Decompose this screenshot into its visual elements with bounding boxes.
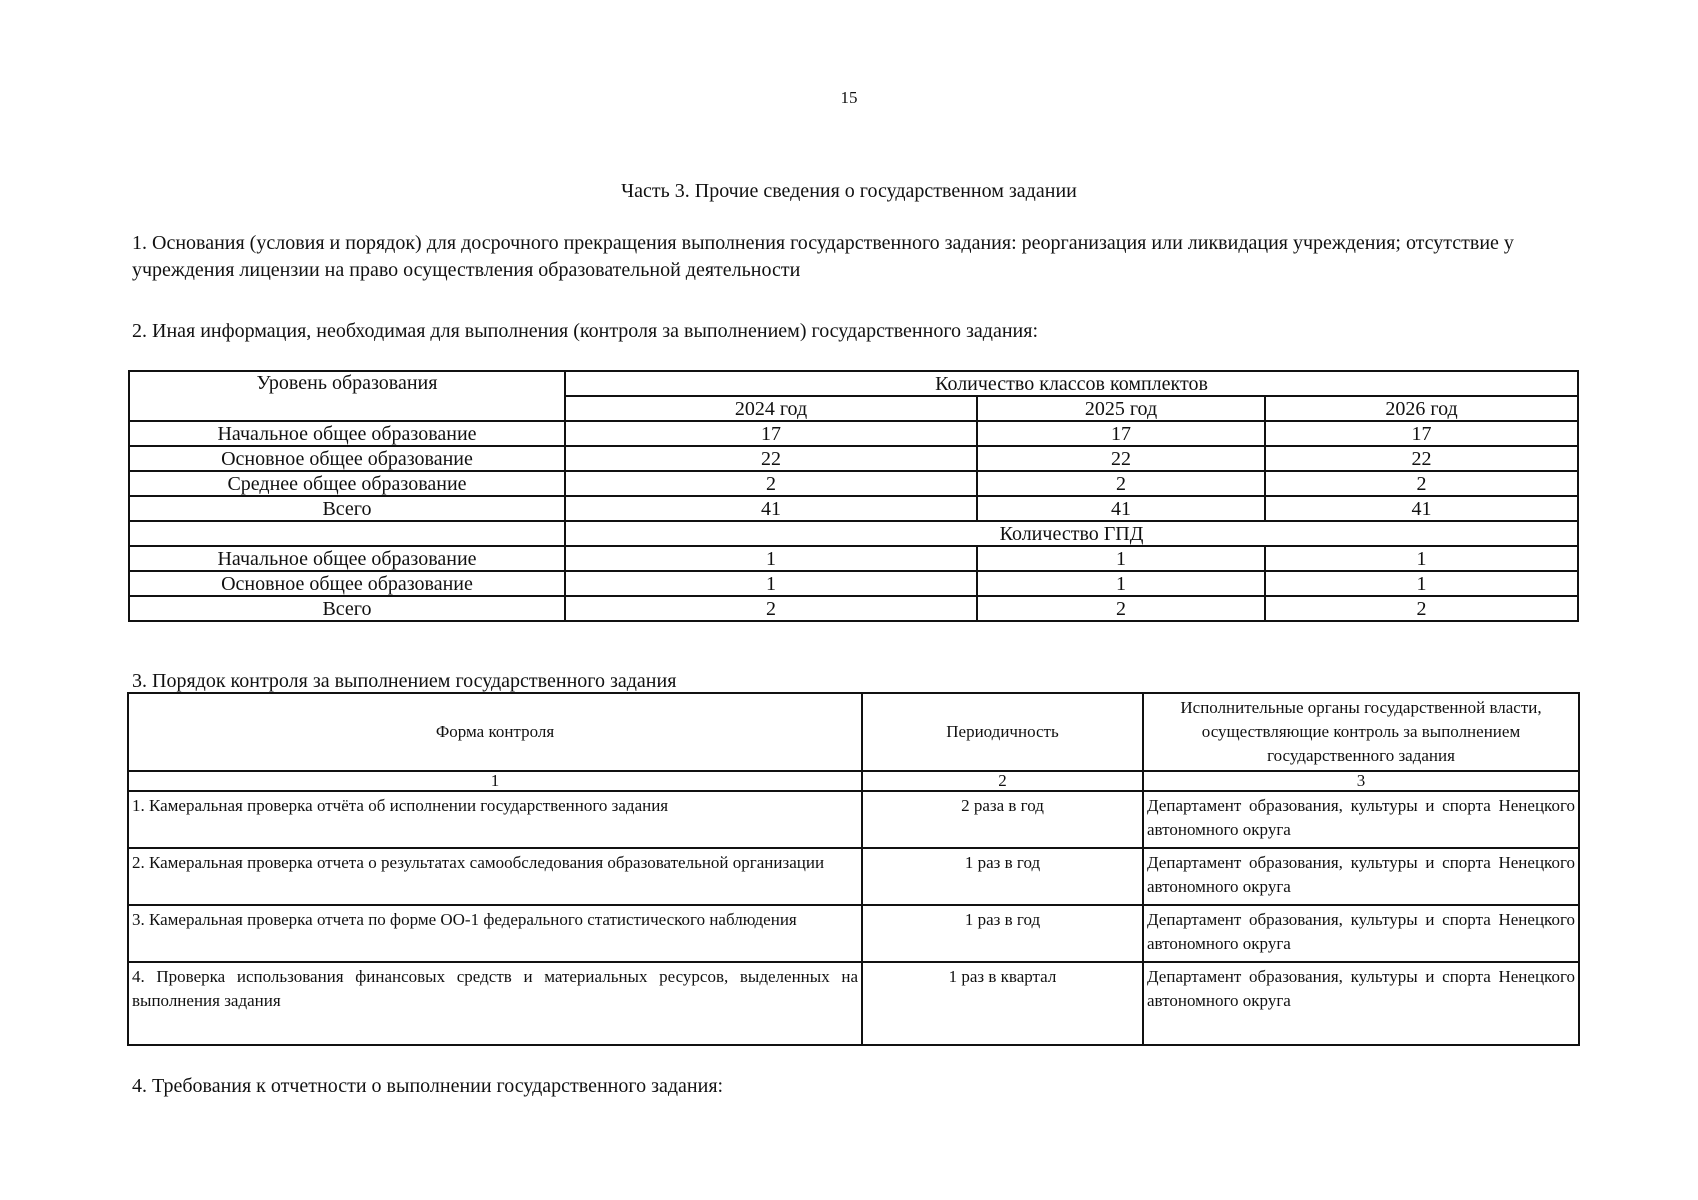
cell-value: 41 [1265,496,1578,521]
period-header: Периодичность [862,693,1143,771]
row-label: Начальное общее образование [129,546,565,571]
control-authority: Департамент образования, культуры и спорта Ненецкого автономного округа [1143,962,1579,1045]
row-label: Начальное общее образование [129,421,565,446]
table-row [128,962,1579,1045]
level-header: Уровень образования [129,371,565,421]
row-label: Основное общее образование [129,446,565,471]
table-row [129,496,1578,521]
row-label: Всего [129,596,565,621]
page-number: 15 [840,88,858,107]
table-row [128,848,1579,905]
column-number: 3 [1143,771,1579,791]
cell-value: 41 [977,496,1265,521]
control-period: 2 раза в год [862,791,1143,848]
row-label: Основное общее образование [129,571,565,596]
empty-cell [129,521,565,546]
control-table [127,692,1580,1046]
class-count-table [128,370,1579,622]
table-row [128,905,1579,962]
year-header: 2024 год [565,396,977,421]
section-1-text: 1. Основания (условия и порядок) для досрочного прекращения выполнения государственного задания: реорганизация или ликвидация учреждения; отсутствие у учреждения лицензии на право осуществления образовательной деятельности [132,232,1514,281]
cell-value: 22 [565,446,977,471]
cell-value: 17 [977,421,1265,446]
row-label: Всего [129,496,565,521]
table-row [129,596,1578,621]
section-2-text: 2. Иная информация, необходимая для выполнения (контроля за выполнением) государственного задания: [132,320,1039,342]
table-row [129,546,1578,571]
classes-header: Количество классов комплектов [565,371,1578,396]
cell-value: 2 [1265,471,1578,496]
cell-value: 2 [1265,596,1578,621]
table-row [128,791,1579,848]
table-row [129,446,1578,471]
control-authority: Департамент образования, культуры и спорта Ненецкого автономного округа [1143,791,1579,848]
part-title: Часть 3. Прочие сведения о государственном задании [621,180,1077,202]
section-3-title: 3. Порядок контроля за выполнением государственного задания [132,670,677,692]
table-row [129,571,1578,596]
control-authority: Департамент образования, культуры и спорта Ненецкого автономного округа [1143,905,1579,962]
column-number: 1 [128,771,862,791]
table-row [129,471,1578,496]
cell-value: 1 [1265,571,1578,596]
section-4-title: 4. Требования к отчетности о выполнении государственного задания: [132,1075,724,1097]
control-form: 1. Камеральная проверка отчёта об исполнении государственного задания [128,791,862,848]
control-form: 2. Камеральная проверка отчета о результатах самообследования образовательной организации [128,848,862,905]
control-period: 1 раз в год [862,848,1143,905]
authority-header: Исполнительные органы государственной власти, осуществляющие контроль за выполнением государственного задания [1143,693,1579,771]
year-header: 2025 год [977,396,1265,421]
table-row [129,421,1578,446]
control-form: 3. Камеральная проверка отчета по форме ОО-1 федерального статистического наблюдения [128,905,862,962]
cell-value: 1 [565,571,977,596]
cell-value: 17 [565,421,977,446]
cell-value: 1 [977,571,1265,596]
cell-value: 1 [1265,546,1578,571]
control-period: 1 раз в квартал [862,962,1143,1045]
cell-value: 1 [977,546,1265,571]
cell-value: 2 [565,471,977,496]
cell-value: 22 [977,446,1265,471]
cell-value: 41 [565,496,977,521]
control-period: 1 раз в год [862,905,1143,962]
cell-value: 1 [565,546,977,571]
column-number: 2 [862,771,1143,791]
row-label: Среднее общее образование [129,471,565,496]
control-form: 4. Проверка использования финансовых средств и материальных ресурсов, выделенных на выполнения задания [128,962,862,1045]
cell-value: 2 [977,471,1265,496]
cell-value: 2 [565,596,977,621]
cell-value: 17 [1265,421,1578,446]
cell-value: 2 [977,596,1265,621]
form-header: Форма контроля [128,693,862,771]
year-header: 2026 год [1265,396,1578,421]
control-authority: Департамент образования, культуры и спорта Ненецкого автономного округа [1143,848,1579,905]
cell-value: 22 [1265,446,1578,471]
gpd-header: Количество ГПД [565,521,1578,546]
